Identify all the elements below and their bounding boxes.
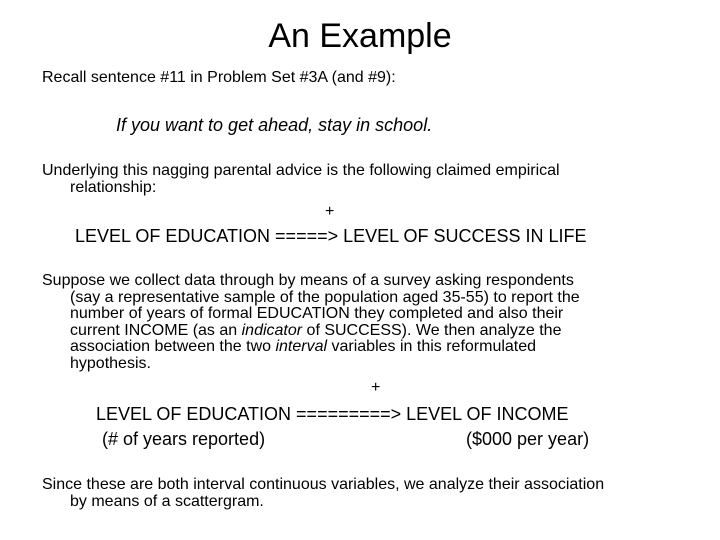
- conclusion-paragraph: [42, 477, 682, 510]
- underlying-line-1: Underlying this nagging parental advice is the following claimed empirical: [42, 162, 560, 179]
- underlying-line-2: relationship:: [70, 178, 157, 196]
- recall-sentence: Recall sentence #11 in Problem Set #3A (and #9):: [42, 69, 396, 86]
- indicator-term: indicator: [241, 321, 303, 339]
- relationship-education-income: LEVEL OF EDUCATION =========> LEVEL OF INCOME: [96, 404, 569, 424]
- suppose-line-4-a: current INCOME (as an: [70, 321, 242, 339]
- suppose-line-2: (say a representative sample of the population aged 35-55) to report the: [70, 288, 580, 306]
- relationship-education-success: LEVEL OF EDUCATION =====> LEVEL OF SUCCESS IN LIFE: [75, 226, 587, 246]
- interval-term: interval: [275, 338, 328, 355]
- units-income: ($000 per year): [466, 429, 590, 449]
- suppose-line-3: number of years of formal EDUCATION they completed and also their: [70, 305, 564, 322]
- plus-sign-2: +: [371, 379, 381, 396]
- suppose-line-5: [42, 339, 682, 356]
- suppose-line-5-a: association between the two: [70, 338, 276, 355]
- conclusion-line-1: Since these are both interval continuous variables, we analyze their association: [42, 476, 605, 493]
- slide-title: An Example: [268, 17, 452, 55]
- conclusion-line-2: by means of a scattergram.: [70, 492, 264, 510]
- suppose-line-6: hypothesis.: [70, 354, 151, 372]
- suppose-line-1: Suppose we collect data through by means of a survey asking respondents: [42, 272, 574, 289]
- units-education: (# of years reported): [102, 429, 266, 449]
- quoted-advice: If you want to get ahead, stay in school.: [116, 115, 433, 135]
- plus-sign-1: +: [325, 203, 335, 220]
- underlying-paragraph: [42, 163, 682, 196]
- suppose-paragraph: [42, 273, 682, 372]
- suppose-line-4: [42, 323, 682, 340]
- suppose-line-4-b: of SUCCESS). We then analyze the: [302, 321, 562, 339]
- suppose-line-5-b: variables in this reformulated: [327, 338, 537, 355]
